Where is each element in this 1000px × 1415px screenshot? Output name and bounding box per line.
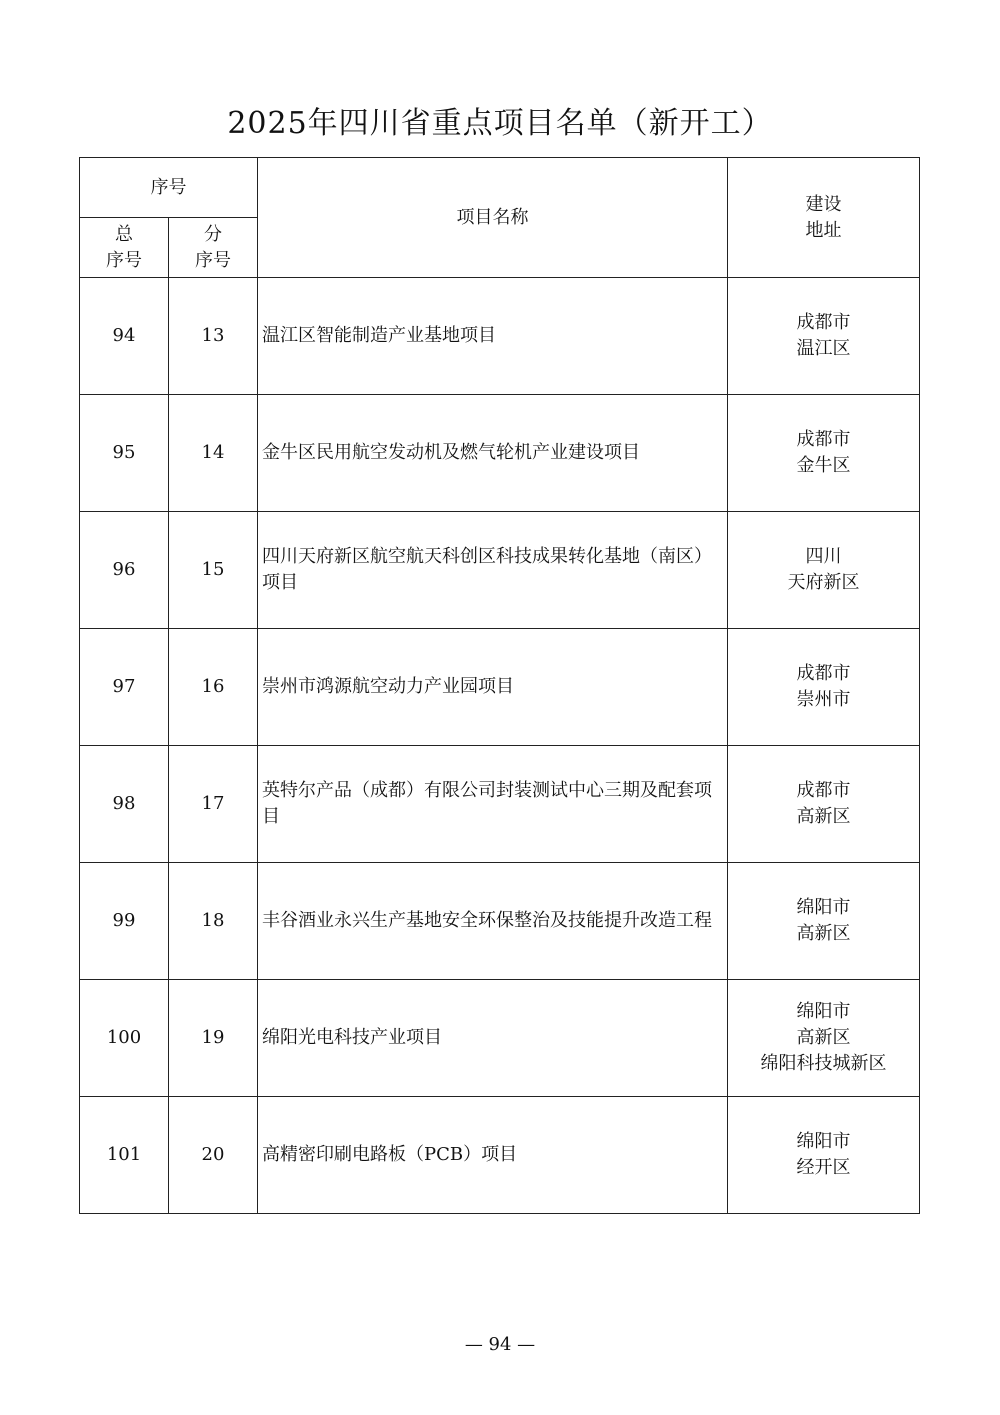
location-line: 成都市 xyxy=(796,312,851,333)
location-line: 崇州市 xyxy=(796,689,851,710)
project-name-cell: 金牛区民用航空发动机及燃气轮机产业建设项目 xyxy=(258,395,728,512)
location-header-line2: 地址 xyxy=(805,219,842,241)
sub-seq-cell: 13 xyxy=(169,278,258,395)
location-line: 成都市 xyxy=(796,429,851,450)
project-name-cell: 丰谷酒业永兴生产基地安全环保整治及技能提升改造工程 xyxy=(258,863,728,980)
table-row xyxy=(80,1097,920,1214)
table-row xyxy=(80,746,920,863)
location-line: 四川 xyxy=(805,546,842,567)
project-table xyxy=(79,157,920,1214)
table-row xyxy=(80,278,920,395)
total-seq-cell: 98 xyxy=(80,746,169,863)
sub-seq-header xyxy=(169,218,258,278)
total-seq-cell: 99 xyxy=(80,863,169,980)
location-cell xyxy=(728,512,920,629)
location-line: 成都市 xyxy=(796,780,851,801)
project-name-cell: 崇州市鸿源航空动力产业园项目 xyxy=(258,629,728,746)
sub-seq-cell: 18 xyxy=(169,863,258,980)
table-row xyxy=(80,863,920,980)
project-name-cell: 温江区智能制造产业基地项目 xyxy=(258,278,728,395)
location-line: 绵阳科技城新区 xyxy=(760,1053,887,1074)
project-name-cell: 高精密印刷电路板（PCB）项目 xyxy=(258,1097,728,1214)
sub-seq-cell: 15 xyxy=(169,512,258,629)
page-title: 2025年四川省重点项目名单（新开工） xyxy=(227,106,773,141)
total-seq-cell: 101 xyxy=(80,1097,169,1214)
location-line: 高新区 xyxy=(796,1027,851,1048)
sub-seq-header-line2: 序号 xyxy=(195,249,231,271)
location-cell xyxy=(728,629,920,746)
total-seq-cell: 94 xyxy=(80,278,169,395)
total-seq-cell: 100 xyxy=(80,980,169,1097)
project-name-cell: 四川天府新区航空航天科创区科技成果转化基地（南区）项目 xyxy=(258,512,728,629)
sub-seq-header-line1: 分 xyxy=(204,223,222,245)
sub-seq-cell: 19 xyxy=(169,980,258,1097)
total-seq-cell: 97 xyxy=(80,629,169,746)
location-line: 绵阳市 xyxy=(796,897,851,918)
seq-group-header: 序号 xyxy=(80,158,258,218)
total-seq-header-line2: 序号 xyxy=(106,249,142,271)
location-line: 高新区 xyxy=(796,923,851,944)
sub-seq-cell: 14 xyxy=(169,395,258,512)
table-row xyxy=(80,395,920,512)
table-row xyxy=(80,512,920,629)
location-cell xyxy=(728,863,920,980)
location-cell xyxy=(728,395,920,512)
total-seq-header xyxy=(80,218,169,278)
location-line: 绵阳市 xyxy=(796,1131,851,1152)
sub-seq-cell: 16 xyxy=(169,629,258,746)
location-line: 成都市 xyxy=(796,663,851,684)
location-line: 经开区 xyxy=(796,1157,851,1178)
location-line: 温江区 xyxy=(796,338,851,359)
location-line: 天府新区 xyxy=(787,572,860,593)
table-header-row xyxy=(80,158,920,218)
location-line: 金牛区 xyxy=(796,455,851,476)
table-row xyxy=(80,629,920,746)
total-seq-header-line1: 总 xyxy=(115,223,133,245)
page-number: — 94 — xyxy=(464,1334,536,1355)
project-name-cell: 英特尔产品（成都）有限公司封装测试中心三期及配套项目 xyxy=(258,746,728,863)
location-line: 绵阳市 xyxy=(796,1001,851,1022)
project-name-cell: 绵阳光电科技产业项目 xyxy=(258,980,728,1097)
location-cell xyxy=(728,278,920,395)
project-name-header: 项目名称 xyxy=(258,158,728,278)
location-cell xyxy=(728,980,920,1097)
location-cell xyxy=(728,1097,920,1214)
total-seq-cell: 95 xyxy=(80,395,169,512)
sub-seq-cell: 20 xyxy=(169,1097,258,1214)
total-seq-cell: 96 xyxy=(80,512,169,629)
location-line: 高新区 xyxy=(796,806,851,827)
location-cell xyxy=(728,746,920,863)
location-header xyxy=(728,158,920,278)
sub-seq-cell: 17 xyxy=(169,746,258,863)
location-header-line1: 建设 xyxy=(805,193,842,215)
table-row xyxy=(80,980,920,1097)
